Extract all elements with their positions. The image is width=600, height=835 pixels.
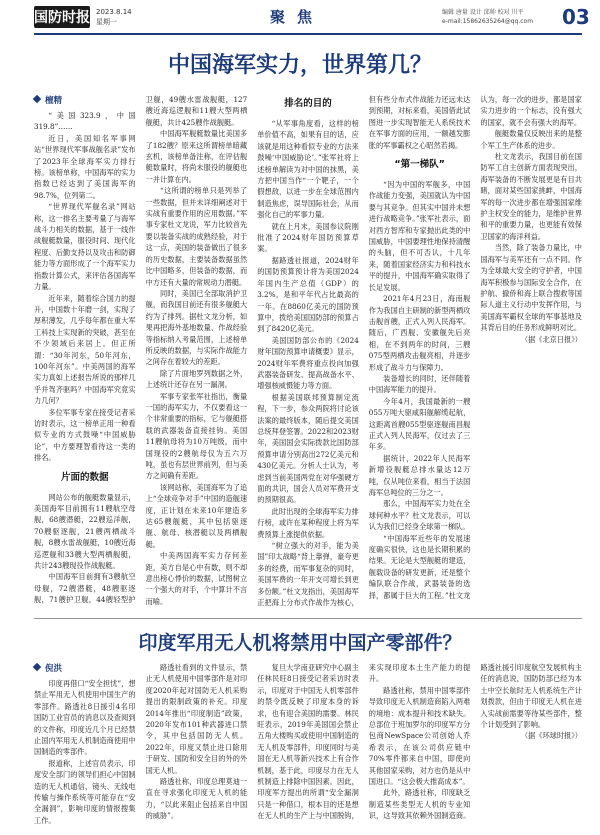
paragraph: 当然，除了装备力量比，中国海军与美军还有一点不同。作为全球最大安全的守护者，中国海军积极参与国际安全合作，在护航、撤侨和海上联合搜救等国际人道主义行动中发挥作用，与美国海军霸权全球的军事基地及其背后目的任务形成鲜明对比。 bbox=[480, 243, 582, 333]
issue-info bbox=[96, 7, 132, 27]
paragraph: 路透社称，禁用中国零部件导致印度无人机制造商陷入两难的境地：成本提升和技术缺失。总部位于班加罗尔的印度军方分包商NewSpace公司创始人乔希表示，在该公司供应链中70%零件都来自中国，即使向其他国家采购，对方也仍是从中国进口。“这会极大推高成本”。 bbox=[368, 685, 471, 787]
paragraph: 中国海军舰艇数量比美国多了182艘？原来这所谓榜单暗藏玄机，该榜单备注称，在评估舰艇数量时，将尚未服役的舰艇也一并计算在内。 bbox=[145, 129, 248, 184]
paragraph: 装备增长的同时，还伴随着中国海军能力的提升。 bbox=[368, 373, 471, 395]
paragraph: “从军事角度看，这样的榜单价值不高，如果有目的话，应该就是用这种看似专业的方法来鼓噪‘中国威胁论’。”张军社将上述榜单解读为对中国的抹黑，美方把中国当作“一个靶子，一个假想敌，以进一步在全球范围内制造焦虑，误导国际社会，从而强化自己的军事力量。 bbox=[257, 119, 359, 220]
issue-weekday: 星期一 bbox=[96, 18, 117, 26]
article2-headline: 印度军用无人机将禁用中国产零部件？ bbox=[138, 632, 462, 654]
paragraph: 同时，美国已全部取消护卫舰，而我国目前还有很多舰艇大约为了排列。据杜文龙分析，如果再把海外基地数量、作战经验等指标纳入考量范围，上述榜单所反映的数据，与实际作战能力之间存在着较大的差距。 bbox=[145, 288, 248, 367]
paragraph: 据路透社报道，2024财年的国防预算预计将为美国2024年国内生产总值（GDP）的3.2%，是和平年代占比最高的一年。在8860亿美元的国防预算中，拨给美国国防部的预算占到了8420亿美元。 bbox=[257, 255, 359, 334]
editor-credits bbox=[442, 8, 533, 26]
byline-diamond-icon bbox=[33, 663, 41, 671]
paragraph: 路透社看到的文件显示，禁止无人机使用中国零部件是对印度2020年起对国防无人机采购提出的限制政策的补充。印度2014年推出“印度制造”政策，2020年发布101种武器进口禁令，其中包括国防无人机。2022年，印度又禁止进口除用于研发、国防和安全目的外的外国无人机。 bbox=[145, 663, 248, 775]
paragraph: “这所谓的榜单只是列举了一些数据，但并未详细阐述对于实战有重要作用的应用数据。”军事专家杜文龙说，军力比较首先要以装备实战的成熟经验，对于这一点，美国的装备做出了很多的历史数据，主要装备数据虽然比中国略多，但装备的数据，而中方还有大量的常规动力潜艇。 bbox=[145, 186, 248, 287]
masthead-rule bbox=[34, 33, 582, 35]
paragraph: 报道称，上述官员表示，印度安全部门的领导们担心中国制造的无人机通信、镜头、无线电传输与操作系统等可能存在“安全漏洞”，影响印度的情报搜集工作。 bbox=[34, 758, 136, 825]
paragraph: “美国323.9，中国319.8”…… bbox=[34, 111, 136, 132]
article1-subhead-3: “第一梯队” bbox=[394, 159, 445, 171]
paragraph: “因为中国的军舰多，中国作战能力变强，美国就认为中国要与其竞争。但其实中国并未想进行战略竞争。”张军社表示，面对西方智库和专家抛出此类的中国威胁，中国要理性地保持清醒的头脑，但不可否认，十几年来，随着国家经济实力和科技水平的提升，中国海军确实取得了长足发展。 bbox=[368, 180, 471, 292]
byline-diamond-icon bbox=[33, 95, 41, 103]
article2-body bbox=[34, 662, 582, 830]
paragraph: 此外，路透社称，印度缺乏制造某些类型无人机的专业知识，这导致其依赖外国制造商。路透社援引印度航空发展机构主任的消息说，国防防部已经为本土中空长航时无人机系统生产计划拨款，但由于印度无人机在进入实战前需要等待某些部件，整个计划受到了影响。 bbox=[368, 663, 582, 821]
paragraph: “中国海军近些年的发展速度确实很快，这也是长期积累的结果。无论是大型舰艇的建造，舰载设备的研发更新，还是整个编队联合作战，武器装备的选择，都属于巨大的工程。”杜文龙认为，每一次的进步，都是国家实力进步的一个标志，没有强大的国家，就不会有强大的海军。 bbox=[368, 95, 582, 600]
paragraph: 除了片面地罗列数据之外，上述统计还存在另一漏洞。 bbox=[145, 368, 248, 390]
paragraph: 据统计，2022年人民海军新增役舰艇总排水量达12万吨，仅从吨位来看，相当于法国海军总吨位的三分之一。 bbox=[368, 453, 471, 497]
paragraph: 印度再借口“安全担忧”，想禁止军用无人机使用中国生产的零部件。路透社8日援引4名印国防工业官员的消息以及查阅到的文件称，印度近几个月已经禁止国内军用无人机制造商使用中国制造的零部件。 bbox=[34, 679, 136, 757]
editor-email: e-mail:15862635264@qq.com bbox=[442, 18, 534, 25]
paragraph: 该网站称，美国海军为了追上“全球竞争对手”中国的造舰速度，正计划在未来10年建造多达65艘舰艇，其中包括驱逐舰、航母、核潜艇以及两栖舰艇。 bbox=[145, 482, 248, 549]
issue-date: 2023.8.14 bbox=[96, 8, 132, 16]
newspaper-logo: 国防时报 bbox=[34, 6, 90, 28]
paragraph: 多位军事专家在接受记者采访时表示，这一榜单正用一种看似专业的方式鼓噪“中国威胁论”，中方要理智看待这一类的排名。 bbox=[34, 407, 136, 463]
paragraph: 网站公布的舰艇数量显示，美国海军目前拥有11艘航空母舰，68艘潜艇，22艘巡洋舰，70艘驱逐舰，21艘两栖战斗舰，8艘水雷战舰艇，10艘近海巡逻舰和33艘大型两栖舰艇，共计243艘现役作战舰艇。 bbox=[34, 492, 136, 571]
paragraph: 就在上月末，美国参议院刚批准了2024财年国防预算草案。 bbox=[257, 221, 359, 254]
paragraph: “树立强大的对手，能为美国”印太战略“背上靠弹，豪夸更多的经费，而军事复杂的同时，美国军费的一年开支可增长到更多份额。”杜文龙指出，美国海军正把海上分布式作战作为核心，但有些分布式作战能力还远未达到预期，对标来看，美国借此试图进一步实现智能无人系统技术在军事方面的应用，一额越发膨胀的军事霸权之心昭然若揭。 bbox=[257, 95, 471, 608]
page-number: 03 bbox=[562, 5, 590, 29]
editor-names: 编辑 唐量 设计 邱帅 校对 川平 bbox=[442, 9, 524, 16]
paragraph: 中国海军目前拥有3艘航空母舰，72艘潜艇，48艘驱逐舰，71艘护卫舰，44艘轻型护卫舰，49艘水雷战舰艇，127艘近海巡逻舰和11艘大型两栖舰艇，共计425艘作战舰艇。 bbox=[34, 95, 248, 605]
paragraph: 中美两国海军实力存何差距，美方自是心中有数，则不却意出榜心悸价的数据，试图树立一个强大的对手，个中算计不言而喻。 bbox=[145, 551, 248, 606]
section-name: 聚焦 bbox=[270, 8, 325, 26]
paragraph: 复旦大学南亚研究中心副主任林民旺8日接受记者采访时表示，印度对于中国无人机零部件的禁令既反映了印度本身的诉求，也有迎合美国的需要。林民旺表示，2019年美国国会禁止五角大楼购买或使用中国制造的无人机及零部件，印度同时与美国在无人机等新兴技术上有合作机制，基于此，印度尽力在无人机制造上排除中国因素。因此，印度军方提出的所谓“安全漏洞只是一种借口，根本目的还是想在无人机的生产上与中国脱钩，来实现印度本土生产能力的提升。 bbox=[257, 663, 471, 821]
article1-subhead-2: 排名的目的 bbox=[284, 98, 332, 109]
article-divider bbox=[34, 618, 582, 619]
article1-byline: 檀精 bbox=[34, 94, 136, 108]
paragraph: 舰艇数量仅反映出来的是整个军工生产体系的进步。 bbox=[480, 129, 582, 150]
paragraph: 军事专家张军社指出，衡量一国的海军实力，不仅要看这一个非常重要的指标，它与舰艇搭载的武器装备直接挂钩。美国11艘航母将为10万吨级，而中国现役的2艘航母仅为五六万吨，虽也有层世界前列，但与美方之间确有差距。 bbox=[145, 391, 248, 481]
paragraph: 近年来，随着综合国力的提升，中国数十年磨一剑，实现了厚积薄发，几乎每年都在重大军工科技上实现新的突破，甚至在不少领域后来居上。但正所谓：“30年河东，50年河东，100年河东”。中美两国的海军实力真如上述报告所说的那样几乎并驾齐驱吗？中国海军究竟实力几何？ bbox=[34, 293, 136, 406]
paragraph: 路透社称，印度总理莫迪一直在寻求强化印度无人机的能力，“以此来阻止包括来自中国的威胁”。 bbox=[145, 777, 248, 821]
paragraph: 那么，中国海军实力处在全球何种水平？杜文龙表示，可以认为我们已经身全球第一梯队。 bbox=[368, 499, 471, 532]
article1-headline: 中国海军实力，世界第几？ bbox=[167, 53, 432, 78]
paragraph: 杜文龙表示，我国目前在国防军工自主创新方面表现突出，海军装备的不断发展更是有目共睹，面对某些国家挑衅，中国海军的每一次进步都在增强国家维护主权安全的能力，是维护世界和平的重要力量，也更能有效保卫国家的海洋利益。 bbox=[480, 152, 582, 241]
paragraph: 今年4月，我国最新的一艘055万吨大驱咸阳舰解缆起航，这距离首艘055型驱逐舰南昌舰正式入列人民海军，仅过去了三年多。 bbox=[368, 396, 471, 452]
paragraph: 此时出现的全球海军实力排行榜，或许在某种程度上将为军费预算上涨提供依据。 bbox=[257, 506, 359, 539]
article1-columns bbox=[34, 94, 582, 612]
paragraph: 近日，美国知名军事网站“世界现代军事战舰名录”发布了2023年全球海军实力排行榜。该榜单称，中国海军的实力指数已经达到了美国海军的98.7%，位列第二。 bbox=[34, 133, 136, 200]
masthead bbox=[0, 0, 600, 36]
article2-byline: 倪洪 bbox=[34, 662, 136, 676]
paragraph: 美国国防部公布的《2024财年国防预算申请概要》显示，2024财年军费将重点投向加强武器装备研发、提高战备水平、增强核威慑能力等方面。 bbox=[257, 335, 359, 391]
article1-subhead-1: 片面的数据 bbox=[61, 471, 109, 483]
paragraph: 根据美国联邦预算制定流程，下一步，参众两院将讨论该法案的最终版本，随后提交美国总统拜登签署。2022和2023财年，美国国会实际拨款比国防部预算申请分别高出272亿美元和430亿美元。分析人士认为，考虑到当前美国两党在对华强硬方面的共识，国会人员对军费开支的预期很高。 bbox=[257, 392, 359, 505]
article1-section-a bbox=[34, 110, 136, 464]
article2-columns bbox=[34, 662, 582, 830]
article2-paragraphs bbox=[34, 662, 582, 830]
article2-source: （据《环球时报》） bbox=[520, 731, 582, 741]
paragraph: “世界现代军舰名录”网站称，这一排名主要考量了与海军战斗力相关的数据，基于一线作战舰艇数量，服役时间、现代化程度、后勤支持以及攻击和防御能力等方面形成了一个海军实力指数计算公式，来评估各国海军力量。 bbox=[34, 202, 136, 292]
paragraph: 2021年4月23日，海南舰作为我国自主研制的新型两栖攻击舰首艘，正式入列人民海军。随后，广西舰、安徽舰先后亮相，在不到两年的时间，三艘075型两栖攻击舰亮相，并逐步形成了战斗力与保障力。 bbox=[368, 294, 471, 372]
article1-source: （据《北京日报》） bbox=[520, 334, 582, 344]
article1-body bbox=[34, 94, 582, 612]
